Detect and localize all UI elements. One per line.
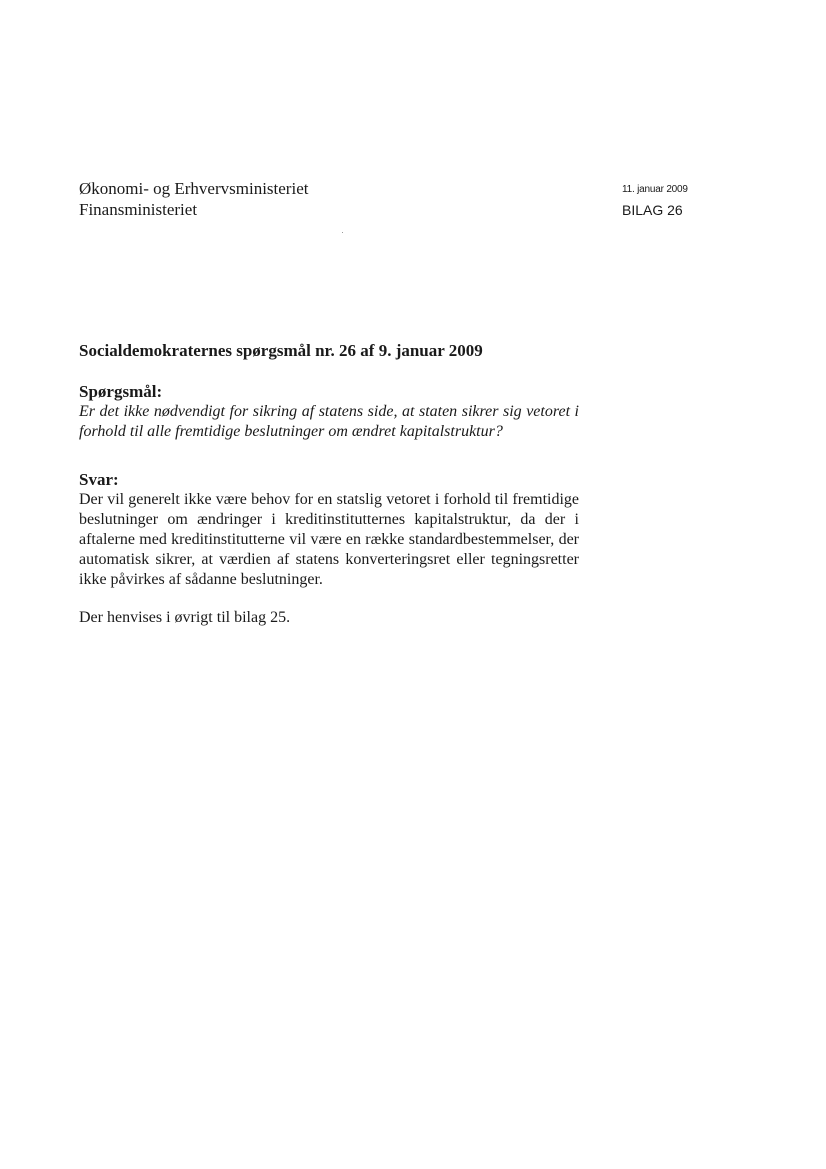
document-meta [622,183,688,220]
document-body [79,340,579,628]
sender-block [79,178,308,220]
document-title: Socialdemokraternes spørgsmål nr. 26 af 9. januar 2009 [79,341,483,360]
answer-heading: Svar: [79,470,119,489]
closing-note: Der henvises i øvrigt til bilag 25. [79,609,291,626]
document-date: 11. januar 2009 [622,184,688,195]
question-text: Er det ikke nødvendigt for sikring af statens side, at staten sikrer sig vetoret i forhold til alle fremtidige beslutninger om ændret kapitalstruktur? [79,403,579,440]
answer-text: Der vil generelt ikke være behov for en statslig vetoret i forhold til fremtidige beslutninger om ændringer i kreditinstitutternes kapitalstruktur, da der i aftalerne med kreditinstitutterne vil være en række standardbestemmelser, der automatisk sikrer, at værdien af statens konverteringsret eller tegningsretter ikke påvirkes af sådanne beslutninger. [79,491,579,588]
scan-speck [342,232,343,233]
question-heading: Spørgsmål: [79,382,163,401]
sender-ministry-1: Økonomi- og Erhvervsministeriet [79,179,309,198]
bilag-number: BILAG 26 [622,202,683,218]
sender-ministry-2: Finansministeriet [79,200,198,219]
